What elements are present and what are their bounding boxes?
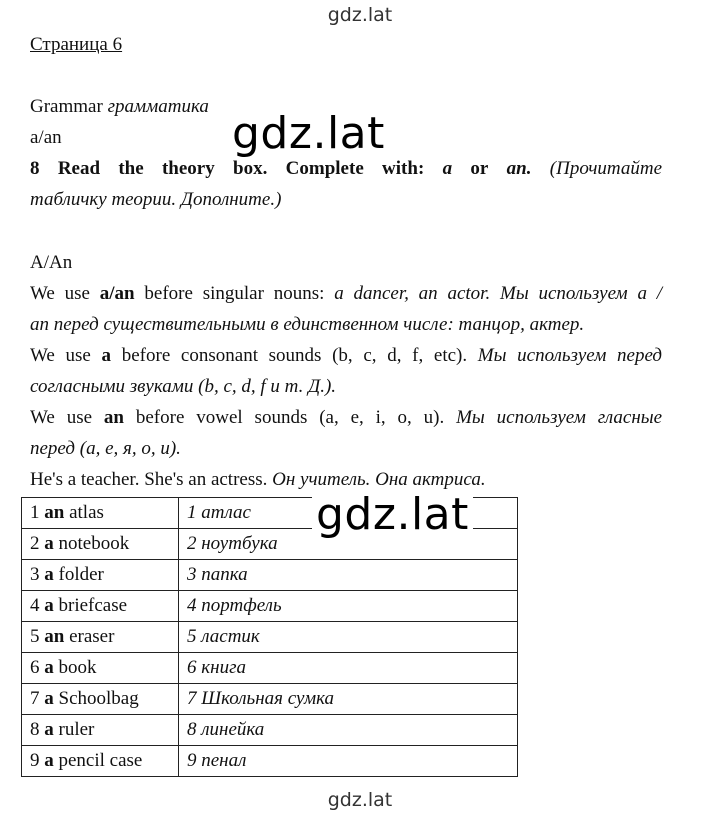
grammar-translation: грамматика	[107, 96, 209, 117]
theory-rule-1	[30, 278, 662, 309]
item-word: Schoolbag	[58, 688, 139, 709]
item-article: a	[44, 533, 54, 554]
english-cell	[22, 715, 179, 746]
russian-cell	[179, 684, 518, 715]
item-number: 9	[30, 750, 40, 771]
task-or: or	[470, 158, 489, 179]
rule-translation: a dancer, an actor. Мы используем a /	[334, 283, 663, 304]
english-cell	[22, 653, 179, 684]
table-row	[22, 684, 518, 715]
task-option-a: a	[442, 158, 453, 179]
rule-translation: Мы используем перед	[477, 345, 663, 366]
russian-cell	[179, 622, 518, 653]
rule-translation: перед (a, e, я, o, и).	[30, 438, 181, 459]
item-number: 2	[30, 533, 40, 554]
item-article: a	[44, 750, 54, 771]
task-text: Read the theory box. Complete with:	[57, 158, 425, 179]
item-word: book	[58, 657, 97, 678]
russian-cell	[179, 560, 518, 591]
item-article: a	[44, 564, 54, 585]
table-row	[22, 653, 518, 684]
table-row	[22, 622, 518, 653]
item-number: 5	[30, 626, 40, 647]
rule-text: before vowel sounds (a, e, i, o, u).	[135, 407, 445, 428]
rule-translation: an перед существительными в единственном числе: танцор, актер.	[30, 314, 585, 335]
theory-heading: A/An	[30, 252, 73, 273]
task-translation-2: табличку теории. Дополните.)	[30, 189, 282, 210]
russian-cell	[179, 746, 518, 777]
item-translation: 8 линейка	[187, 719, 265, 740]
table-row	[22, 591, 518, 622]
item-word: eraser	[69, 626, 115, 647]
english-cell	[22, 622, 179, 653]
item-translation: 1 атлас	[187, 502, 251, 523]
rule-text: before singular nouns:	[144, 283, 325, 304]
rule-text: We use	[30, 283, 90, 304]
theory-rule-2	[30, 340, 662, 371]
item-translation: 6 книга	[187, 657, 246, 678]
item-article: a	[44, 688, 54, 709]
item-article: an	[44, 626, 65, 647]
rule-text: before consonant sounds (b, c, d, f, etc).	[121, 345, 468, 366]
rule-text: We use	[30, 407, 93, 428]
item-article: a	[44, 657, 54, 678]
rule-translation: Мы используем гласные	[456, 407, 663, 428]
rule-article: an	[103, 407, 124, 428]
watermark-large-1: gdz.lat	[228, 110, 389, 158]
task-number: 8	[30, 158, 40, 179]
table-row	[22, 560, 518, 591]
item-number: 3	[30, 564, 40, 585]
table-row	[22, 715, 518, 746]
table-row	[22, 746, 518, 777]
grammar-heading	[30, 91, 209, 122]
grammar-label: Grammar	[30, 96, 103, 117]
theory-rule-3	[30, 402, 662, 433]
english-cell	[22, 746, 179, 777]
page-label: Страница 6	[30, 34, 123, 55]
item-article: a	[44, 595, 54, 616]
russian-cell	[179, 591, 518, 622]
item-word: atlas	[69, 502, 104, 523]
item-translation: 4 портфель	[187, 595, 282, 616]
watermark-bottom: gdz.lat	[327, 789, 393, 811]
item-article: a	[44, 719, 54, 740]
rule-article: a/an	[99, 283, 135, 304]
example-text: He's a teacher. She's an actress.	[30, 469, 268, 490]
topic-label: a/an	[30, 127, 62, 148]
item-number: 7	[30, 688, 40, 709]
english-cell	[22, 560, 179, 591]
item-number: 6	[30, 657, 40, 678]
watermark-top: gdz.lat	[327, 4, 393, 26]
english-cell	[22, 591, 179, 622]
item-word: folder	[58, 564, 104, 585]
item-word: ruler	[58, 719, 95, 740]
task-option-an: an.	[506, 158, 532, 179]
item-number: 8	[30, 719, 40, 740]
rule-article: a	[101, 345, 112, 366]
item-number: 4	[30, 595, 40, 616]
item-translation: 7 Школьная сумка	[187, 688, 334, 709]
russian-cell	[179, 653, 518, 684]
watermark-large-2: gdz.lat	[312, 491, 473, 539]
task-translation-1: (Прочитайте	[549, 158, 663, 179]
example-translation: Он учитель. Она актриса.	[272, 469, 486, 490]
item-translation: 2 ноутбука	[187, 533, 278, 554]
item-word: briefcase	[58, 595, 128, 616]
russian-cell	[179, 715, 518, 746]
item-word: notebook	[58, 533, 130, 554]
english-cell	[22, 498, 179, 529]
english-cell	[22, 529, 179, 560]
item-number: 1	[30, 502, 40, 523]
item-word: pencil case	[58, 750, 143, 771]
rule-text: We use	[30, 345, 91, 366]
rule-translation: согласными звуками (b, c, d, f и т. Д.).	[30, 376, 337, 397]
item-article: an	[44, 502, 65, 523]
english-cell	[22, 684, 179, 715]
item-translation: 3 папка	[187, 564, 248, 585]
item-translation: 5 ластик	[187, 626, 260, 647]
item-translation: 9 пенал	[187, 750, 247, 771]
